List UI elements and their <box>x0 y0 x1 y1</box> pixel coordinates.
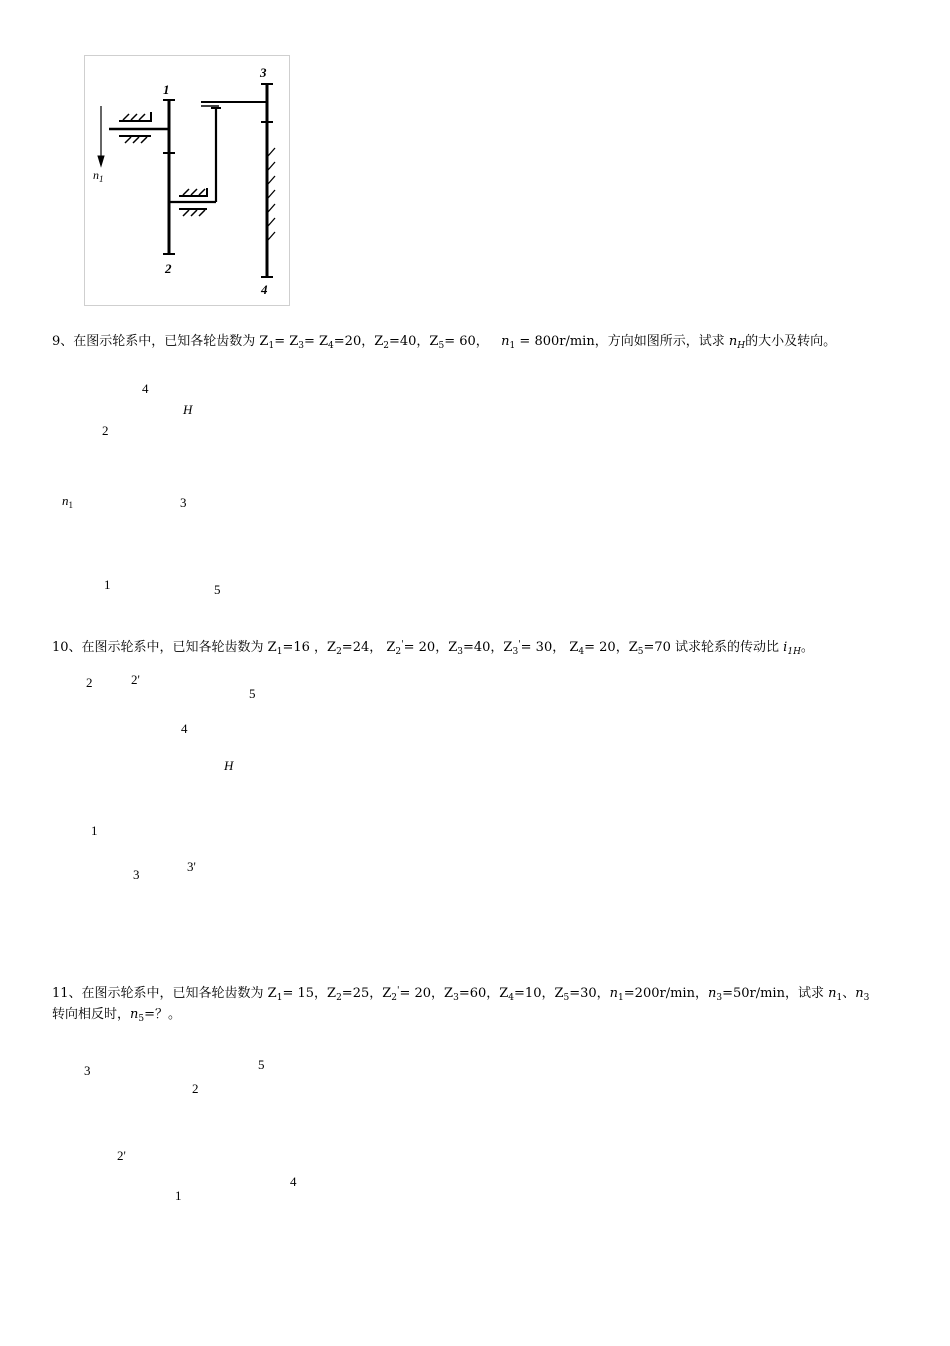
fig-label-gear-3: 3 <box>260 65 267 80</box>
q9-label-4: 4 <box>142 381 149 396</box>
q9-label-5: 5 <box>214 582 221 597</box>
q9-label-n1: $n_1$ <box>62 493 73 510</box>
q10-label-H: H <box>224 758 234 773</box>
q10-label-3: 3 <box>133 867 140 882</box>
q10-label-2prime: 2' <box>131 672 140 687</box>
q11-label-3: 3 <box>84 1063 91 1078</box>
fig-label-gear-1: 1 <box>163 82 170 97</box>
fig-label-n1: $n_1$ <box>93 168 104 184</box>
q10-label-4: 4 <box>181 721 188 736</box>
question-9-text: 9、在图示轮系中，已知各轮齿数为 $Z_1= Z_3= Z_4=20$，$Z_2=40$，$Z_5= 60$， $n_1 = 800r/\min$，方向如图所示，试求 $n_H$的大小及转向。 <box>52 334 837 351</box>
q10-label-3prime: 3' <box>187 859 196 874</box>
q9-label-2: 2 <box>102 423 109 438</box>
q9-label-1: 1 <box>104 577 111 592</box>
q11-label-1: 1 <box>175 1188 182 1203</box>
q11-label-4: 4 <box>290 1174 297 1189</box>
gear-train-drawing <box>85 56 289 305</box>
q10-label-2: 2 <box>86 675 93 690</box>
fig-label-gear-2: 2 <box>165 261 172 276</box>
q10-label-1: 1 <box>91 823 98 838</box>
fig-label-gear-4: 4 <box>261 282 268 297</box>
question-11-text-line1: 11、在图示轮系中，已知各轮齿数为 $Z_1= 15$，$Z_2=25$，$Z_2'= 20$，$Z_3=60$，$Z_4=10$，$Z_5=30$，$n_1=200r/\min$，$n_3=50r/\min$，试求 $n_1$、$n_3$ <box>52 986 870 1003</box>
q11-label-2prime: 2' <box>117 1148 126 1163</box>
question-10-text: 10、在图示轮系中，已知各轮齿数为 $Z_1=16$ ，$Z_2=24$， $Z_2'= 20$，$Z_3=40$，$Z_3'= 30$， $Z_4= 20$，$Z_5=70$ 试求轮系的传动比 $i_{1H}$。 <box>52 640 814 657</box>
q9-label-3: 3 <box>180 495 187 510</box>
q10-label-5: 5 <box>249 686 256 701</box>
q11-label-5: 5 <box>258 1057 265 1072</box>
gear-train-figure <box>84 55 290 306</box>
question-11-text-line2: 转向相反时，$n_5=$？。 <box>52 1007 182 1024</box>
q11-label-2: 2 <box>192 1081 199 1096</box>
q9-label-H: H <box>183 402 193 417</box>
